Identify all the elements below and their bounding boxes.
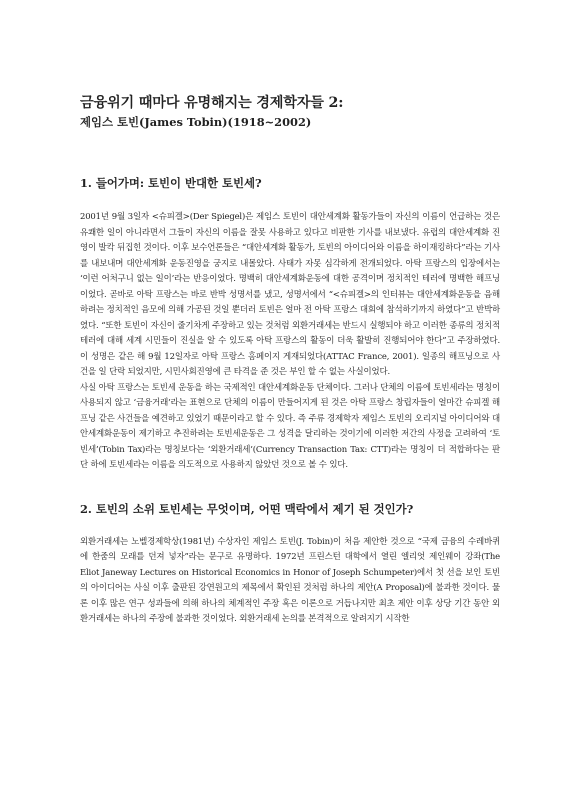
section-heading-1: 1. 들어가며: 토빈이 반대한 토빈세? xyxy=(80,176,262,190)
section-heading-2: 2. 토빈의 소위 토빈세는 무엇이며, 어떤 맥락에서 제기 된 것인가? xyxy=(80,501,414,516)
paragraph: 2001년 9월 3일자 <슈피겔>(Der Spiegel)은 제임스 토빈이 대안세계화 활동가들이 자신의 이름이 언급하는 것은 유쾌한 일이 아니라면서 그들이 자신의 이름을 잘못 사용하고 있다고 비판한 기사를 내보냈다. 유럽의 대안세계화 진영이 발칵 뒤집힌 것이다. 이후 보수언론들은 “대안세계화 활동가, 토빈의 아이디어와 이름을 하이재킹하다”라는 기사를 내보내며 대안세계화 운동진영을 궁지로 내몰았다. 사태가 자못 심각하게 전개되었다. 아탁 프랑스의 입장에서는 ‘이런 어처구니 없는 일이’라는 반응이었다. 명백히 대안세계화운동에 대한 공격이며 정치적인 테러에 명백한 해프닝이었다. 곧바로 아탁 프랑스는 바로 반박 성명서를 냈고, 성명서에서 “<슈피겔>의 인터뷰는 대안세계화운동을 음해하려는 정치적인 음모에 의해 가공된 것일 뿐더러 토빈은 얼마 전 아탁 프랑스 대회에 참석하기까지 하였다”고 반박하였다. “또한 토빈이 자신이 줄기차게 주장하고 있는 것처럼 외환거래세는 반드시 실행되야 하고 이러한 종류의 정치적 테러에 대해 세계 시민들이 진실을 알 수 있도록 아탁 프랑스의 활동이 더욱 활발히 진행되어야 한다”고 주장하였다. 이 성명은 같은 해 9월 12일자로 아탁 프랑스 홈페이지 게재되었다(ATTAC France, 2001). 일종의 해프닝으로 사건을 일 단락 되었지만, 시민사회진영에 큰 타격을 준 것은 부인 할 수 없는 사실이었다. xyxy=(80,211,500,376)
section-body-1 xyxy=(80,209,500,473)
page-subtitle: 제임스 토빈(James Tobin)(1918~2002) xyxy=(80,115,312,129)
paragraph: 사실 아탁 프랑스는 토빈세 운동을 하는 국제적인 대안세계화운동 단체이다. 그러나 단체의 이름에 토빈세라는 명칭이 사용되지 않고 ‘금융거래’라는 표현으로 단체의 이름이 만들어지게 된 것은 아탁 프랑스 창립자들이 얼마간 슈피겔 해프닝 같은 사건들을 예견하고 있었기 때문이라고 할 수 있다. 즉 주류 경제학자 제임스 토빈의 오리지널 아이디어와 대안세계화운동이 제기하고 추진하려는 토빈세운동은 그 성격을 달리하는 것이기에 이러한 저간의 사정을 고려하여 ‘토빈세’(Tobin Tax)라는 명칭보다는 ‘외환거래세’(Currency Transaction Tax: CTT)라는 명칭이 더 적합하다는 판단 하에 토빈세라는 이름을 의도적으로 사용하지 않았던 것으로 볼 수 있다. xyxy=(80,381,500,469)
paragraph: 외환거래세는 노벨경제학상(1981년) 수상자인 제임스 토빈(J. Tobin)이 처음 제안한 것으로 “국제 금융의 수레바퀴에 한줌의 모래를 던져 넣자”라는 문구로 유명하다. 1972년 프린스턴 대학에서 열린 엘리엇 제인웨이 강좌(The Eliot Janeway Lectures on Historical Economics in Honor of Joseph Schumpeter)에서 첫 선을 보인 토빈의 아이디어는 사실 이후 출판된 강연원고의 제목에서 확인된 것처럼 하나의 제안(A Proposal)에 불과한 것이다. 물론 이후 많은 연구 성과들에 의해 하나의 체계적인 주장 혹은 이론으로 거듭나지만 최초 제안 이후 상당 기간 동안 외환거래세는 하나의 주장에 불과한 것이었다. 외환거래세 논의를 본격적으로 알려지기 시작한 xyxy=(80,535,500,623)
page-title: 금융위기 때마다 유명해지는 경제학자들 2: xyxy=(80,95,344,111)
section-body-2 xyxy=(80,534,500,627)
